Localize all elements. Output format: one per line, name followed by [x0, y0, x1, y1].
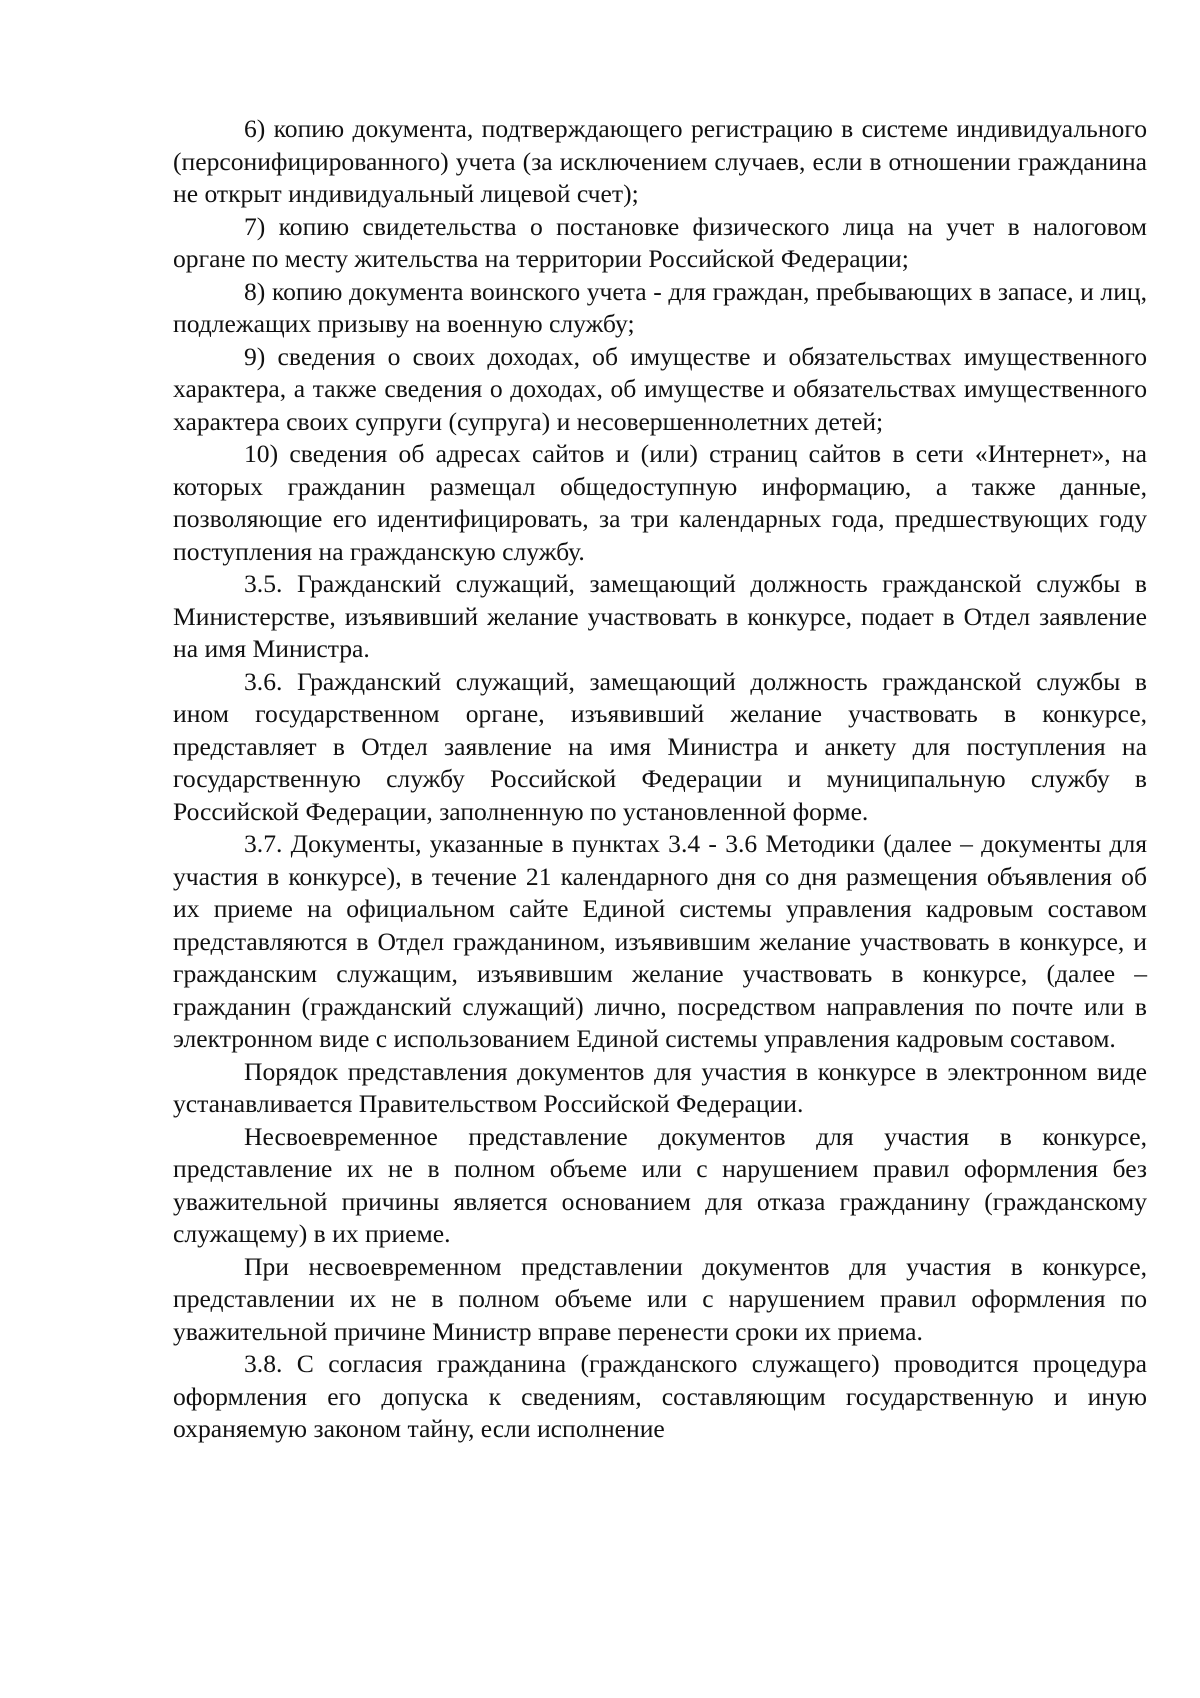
paragraph-3-5: 3.5. Гражданский служащий, замещающий должность гражданской службы в Министерстве, изъявивший желание участвовать в конкурсе, подает в Отдел заявление на имя Министра. [173, 569, 1147, 663]
paragraph-item-7: 7) копию свидетельства о постановке физического лица на учет в налоговом органе по месту жительства на территории Российской Федерации; [173, 211, 1147, 273]
paragraph-item-10: 10) сведения об адресах сайтов и (или) страниц сайтов в сети «Интернет», на которых гражданин размещал общедоступную информацию, а также данные, позволяющие его идентифицировать, за три календарных года, предшествующих году поступления на гражданскую службу. [173, 439, 1147, 566]
paragraph-item-6: 6) копию документа, подтверждающего регистрацию в системе индивидуального (персонифицированного) учета (за исключением случаев, если в отношении гражданина не открыт индивидуальный лицевой счет); [173, 114, 1147, 208]
paragraph-3-7: 3.7. Документы, указанные в пунктах 3.4 - 3.6 Методики (далее – документы для участия в конкурсе), в течение 21 календарного дня со дня размещения объявления об их приеме на официальном сайте Единой системы управления кадровым составом представляются в Отдел гражданином, изъявившим желание участвовать в конкурсе, и гражданским служащим, изъявившим желание участвовать в конкурсе, (далее – гражданин (гражданский служащий) лично, посредством направления по почте или в электронном виде с использованием Единой системы управления кадровым составом. [173, 829, 1147, 1053]
paragraph-3-8: 3.8. С согласия гражданина (гражданского служащего) проводится процедура оформления его допуска к сведениям, составляющим государственную и иную охраняемую законом тайну, если исполнение [173, 1349, 1147, 1443]
paragraph-electronic-submission: Порядок представления документов для участия в конкурсе в электронном виде устанавливается Правительством Российской Федерации. [173, 1056, 1147, 1118]
paragraph-late-submission-valid-reason: При несвоевременном представлении документов для участия в конкурсе, представлении их не в полном объеме или с нарушением правил оформления по уважительной причине Министр вправе перенести сроки их приема. [173, 1251, 1147, 1346]
paragraph-item-8: 8) копию документа воинского учета - для граждан, пребывающих в запасе, и лиц, подлежащих призыву на военную службу; [173, 276, 1147, 338]
document-body [173, 113, 1147, 1446]
paragraph-item-9: 9) сведения о своих доходах, об имуществе и обязательствах имущественного характера, а также сведения о доходах, об имуществе и обязательствах имущественного характера своих супруги (супруга) и несовершеннолетних детей; [173, 341, 1147, 436]
paragraph-late-submission-refusal: Несвоевременное представление документов для участия в конкурсе, представление их не в полном объеме или с нарушением правил оформления без уважительной причины является основанием для отказа гражданину (гражданскому служащему) в их приеме. [173, 1121, 1147, 1248]
paragraph-3-6: 3.6. Гражданский служащий, замещающий должность гражданской службы в ином государственном органе, изъявивший желание участвовать в конкурсе, представляет в Отдел заявление на имя Министра и анкету для поступления на государственную службу Российской Федерации и муниципальную службу в Российской Федерации, заполненную по установленной форме. [173, 666, 1147, 826]
